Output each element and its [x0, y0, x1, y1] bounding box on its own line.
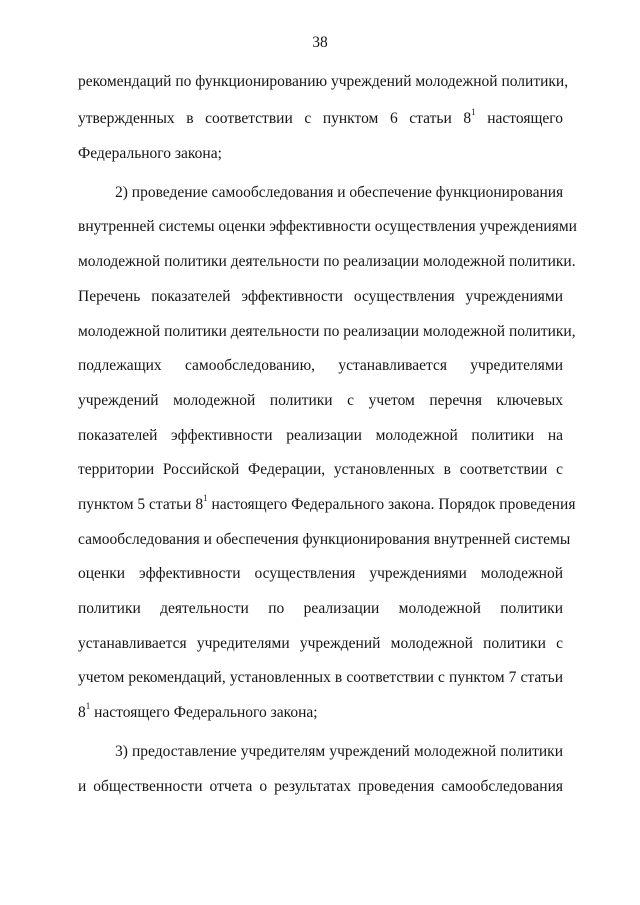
text-line: политики деятельности по реализации молодежной политики — [78, 600, 563, 617]
text-line: молодежной политики деятельности по реализации молодежной политики, — [78, 323, 576, 340]
text-line: территории Российской Федерации, установленных в соответствии с — [78, 461, 563, 478]
text-line: $8^1$ настоящего Федерального закона; — [78, 700, 318, 721]
text-line: Федерального закона; — [78, 145, 222, 162]
page-number: 38 — [312, 34, 328, 51]
text-line: молодежной политики деятельности по реализации молодежной политики. — [78, 253, 576, 270]
text-line: 3) предоставление учредителям учреждений молодежной политики — [115, 743, 563, 760]
text-line: и общественности отчета о результатах проведения самообследования — [78, 778, 563, 795]
text-line: 2) проведение самообследования и обеспечение функционирования — [115, 184, 564, 201]
text-line: учетом рекомендаций, установленных в соответствии с пунктом 7 статьи — [78, 669, 563, 686]
text-line: пунктом 5 статьи $8^1$ настоящего Федерального закона. Порядок проведения — [78, 492, 576, 513]
superscript: 1 — [85, 700, 91, 711]
text-line: внутренней системы оценки эффективности осуществления учреждениями — [78, 218, 577, 235]
text-line: показателей эффективности реализации молодежной политики на — [78, 427, 563, 444]
text-line: самообследования и обеспечения функционирования внутренней системы — [78, 531, 571, 548]
text-line: утвержденных в соответствии с пунктом 6 статьи $8^1$ настоящего — [78, 106, 563, 127]
superscript: 1 — [203, 492, 208, 503]
text-line: учреждений молодежной политики с учетом перечня ключевых — [78, 392, 563, 409]
text-line: Перечень показателей эффективности осуществления учреждениями — [78, 288, 563, 305]
text-line: устанавливается учредителями учреждений молодежной политики с — [78, 635, 563, 652]
text-line: рекомендаций по функционированию учреждений молодежной политики, — [78, 73, 569, 90]
text-line: оценки эффективности осуществления учреждениями молодежной — [78, 565, 563, 582]
superscript: 1 — [471, 106, 476, 117]
text-line: подлежащих самообследованию, устанавливается учредителями — [78, 357, 563, 374]
